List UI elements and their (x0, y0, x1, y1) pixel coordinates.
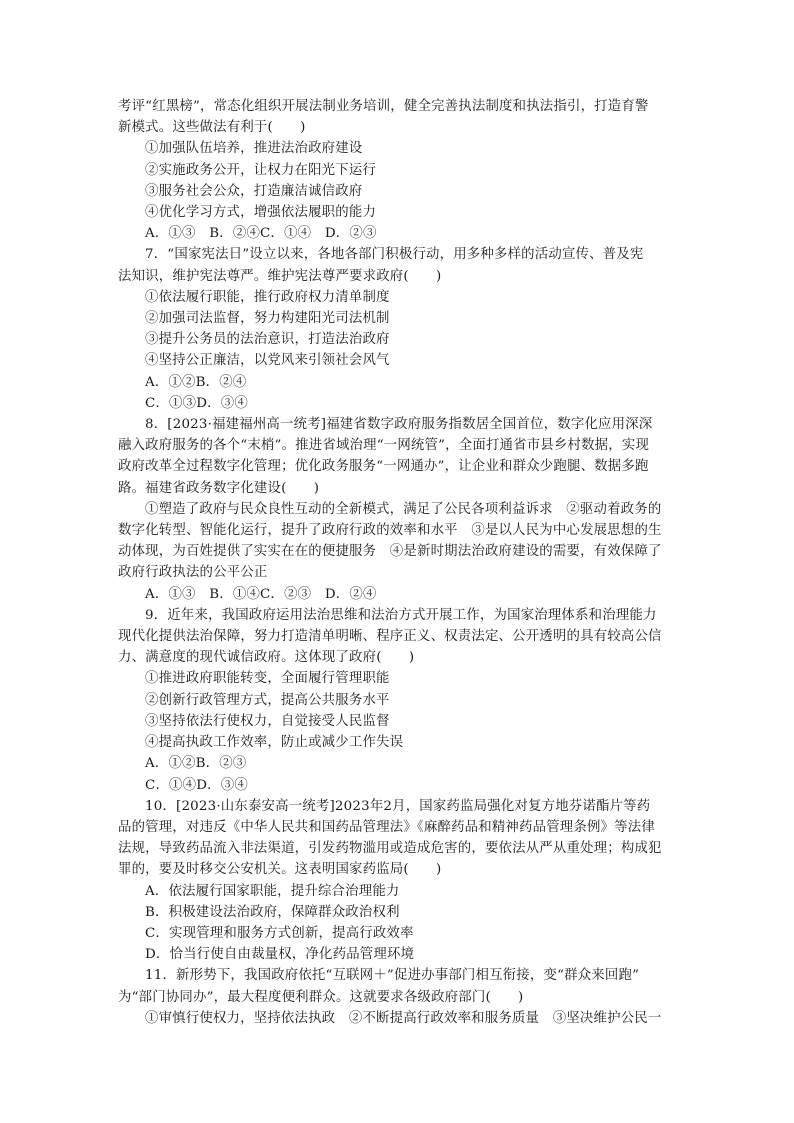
text-line: 动体现，为百姓提供了实实在在的便捷服务 ④是新时期法治政府建设的需要，有效保障了 (118, 544, 662, 560)
text-line: 融入政府服务的各个“末梢”。推进省域治理“一网统管”，全面打通省市县乡村数据，实现 (118, 438, 650, 454)
text-line: 7．“国家宪法日”设立以来，各地各部门积极行动，用多种多样的活动宣传、普及宪 (145, 247, 644, 263)
text-line: ②实施政务公开，让权力在阳光下运行 (145, 162, 377, 178)
text-line: ①审慎行使权力，坚持依法执政 ②不断提高行政效率和服务质量 ③坚决维护公民一 (145, 1010, 662, 1026)
text-line: 品的管理，对违反《中华人民共和国药品管理法》《麻醉药品和精神药品管理条例》等法律 (118, 819, 655, 835)
text-line: 10．[2023·山东泰安高一统考]2023年2月，国家药监局强化对复方地芬诺酯片等药 (145, 798, 651, 814)
text-line: ①依法履行职能，推行政府权力清单制度 (145, 289, 390, 305)
text-line: ③坚持依法行使权力，自觉接受人民监督 (145, 713, 390, 729)
text-line: 考评“红黑榜”，常态化组织开展法制业务培训，健全完善执法制度和执法指引，打造育警 (118, 99, 649, 114)
text-line: ②创新行政管理方式，提高公共服务水平 (145, 692, 390, 708)
text-line: ①塑造了政府与民众良性互动的全新模式，满足了公民各项利益诉求 ②驱动着政务的 (145, 501, 662, 517)
text-line: C．①④D．③④ (145, 777, 248, 793)
text-line: A．①③ B．①④C．②③ D．②④ (145, 586, 377, 602)
text-line: 力、满意度的现代诚信政府。这体现了政府( ) (118, 650, 415, 666)
text-line: D．恰当行使自由裁量权，净化药品管理环境 (145, 947, 415, 963)
text-line: ②加强司法监督，努力构建阳光司法机制 (145, 311, 390, 327)
text-line: ①加强队伍培养，推进法治政府建设 (145, 141, 363, 157)
text-line: 政府行政执法的公平公正 (118, 565, 268, 581)
text-line: 罪的，要及时移交公安机关。这表明国家药监局( ) (118, 862, 442, 878)
text-line: A．依法履行国家职能，提升综合治理能力 (145, 883, 400, 899)
text-line: ④坚持公正廉洁，以党风来引领社会风气 (145, 353, 390, 369)
text-line: 数字化转型、智能化运行，提升了政府行政的效率和水平 ③是以人民为中心发展思想的生 (118, 523, 662, 539)
text-line: B．积极建设法治政府，保障群众政治权利 (145, 904, 400, 920)
text-line: 9．近年来，我国政府运用法治思维和法治方式开展工作，为国家治理体系和治理能力 (145, 607, 657, 623)
text-line: 为“部门协同办”，最大程度便利群众。这就要求各级政府部门( ) (118, 989, 524, 1005)
text-line: C．实现管理和服务方式创新，提高行政效率 (145, 925, 414, 941)
text-line: ④提高执政工作效率，防止或减少工作失误 (145, 735, 404, 751)
text-line: 法规，导致药品流入非法渠道，引发药物滥用或造成危害的，要依法从严从重处理；构成犯 (118, 841, 662, 857)
text-line: 现代化提供法治保障，努力打造清单明晰、程序正义、权责法定、公开透明的具有较高公信 (118, 629, 662, 645)
text-line: A．①③ B．②④C．①④ D．②③ (145, 226, 377, 242)
text-line: A．①②B．②③ (145, 756, 247, 772)
text-line: 8．[2023·福建福州高一统考]福建省数字政府服务指数居全国首位，数字化应用深深 (145, 417, 653, 433)
text-line: 政府改革全过程数字化管理；优化政务服务“一网通办”，让企业和群众少跑腿、数据多跑 (118, 459, 649, 475)
text-line: A．①②B．②④ (145, 374, 247, 390)
text-line: ④优化学习方式，增强依法履职的能力 (145, 205, 377, 221)
text-line: ③服务社会公众，打造廉洁诚信政府 (145, 183, 363, 199)
text-line: C．①③D．③④ (145, 395, 248, 411)
text-line: 新模式。这些做法有利于( ) (118, 120, 306, 136)
text-line: 法知识，维护宪法尊严。维护宪法尊严要求政府( ) (118, 268, 442, 284)
text-line: 11．新形势下，我国政府依托“互联网＋”促进办事部门相互衔接，变“群众来回跑” (145, 968, 640, 984)
text-line: ①推进政府职能转变，全面履行管理职能 (145, 671, 390, 687)
text-line: 路。福建省政务数字化建设( ) (118, 480, 320, 496)
text-line: ③提升公务员的法治意识，打造法治政府 (145, 332, 390, 348)
document-page (118, 96, 684, 1029)
